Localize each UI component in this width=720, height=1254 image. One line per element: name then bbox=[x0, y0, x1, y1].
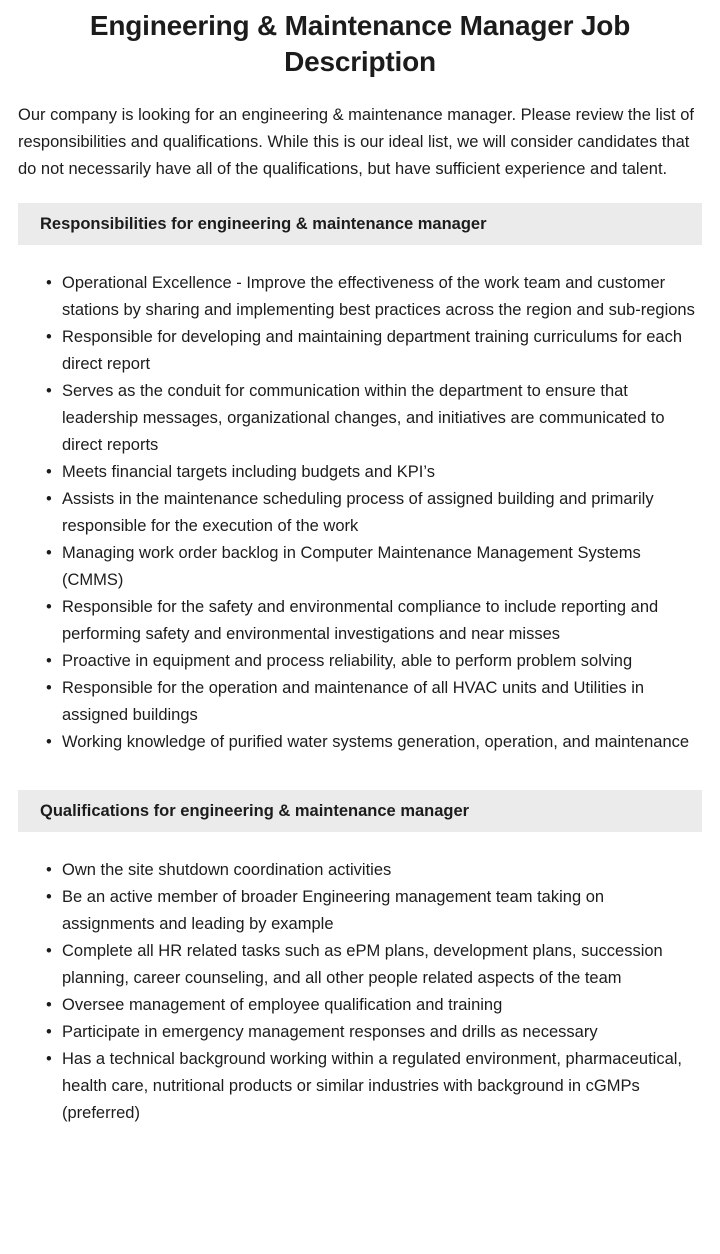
page-title: Engineering & Maintenance Manager Job Description bbox=[89, 10, 631, 77]
responsibilities-section bbox=[18, 203, 702, 756]
list-item: • Assists in the maintenance scheduling process of assigned building and primarily responsible for the execution of the work bbox=[62, 486, 700, 540]
list-item: • Working knowledge of purified water systems generation, operation, and maintenance bbox=[62, 729, 700, 756]
list-item: • Managing work order backlog in Computer Maintenance Management Systems (CMMS) bbox=[62, 540, 700, 594]
list-item: • Has a technical background working within a regulated environment, pharmaceutical, health care, nutritional products or similar industries with background in cGMPs (preferred) bbox=[62, 1046, 700, 1127]
list-item: • Serves as the conduit for communication within the department to ensure that leadership messages, organizational changes, and initiatives are communicated to direct reports bbox=[62, 378, 700, 459]
list-item: • Responsible for the operation and maintenance of all HVAC units and Utilities in assigned buildings bbox=[62, 675, 700, 729]
responsibilities-list bbox=[18, 270, 702, 756]
list-item: • Own the site shutdown coordination activities bbox=[62, 857, 700, 884]
qualifications-heading: Qualifications for engineering & maintenance manager bbox=[18, 790, 702, 832]
list-item: • Operational Excellence - Improve the effectiveness of the work team and customer stations by sharing and implementing best practices across the region and sub-regions bbox=[62, 270, 700, 324]
list-item: • Be an active member of broader Engineering management team taking on assignments and leading by example bbox=[62, 884, 700, 938]
list-item: • Meets financial targets including budgets and KPI’s bbox=[62, 459, 700, 486]
list-item: • Oversee management of employee qualification and training bbox=[62, 992, 700, 1019]
responsibilities-heading: Responsibilities for engineering & maintenance manager bbox=[18, 203, 702, 245]
intro-paragraph: Our company is looking for an engineering & maintenance manager. Please review the list of responsibilities and qualifications. While this is our ideal list, we will consider candidates that do not necessarily have all of the qualifications, but have sufficient experience and talent. bbox=[18, 106, 694, 178]
list-item: • Responsible for the safety and environmental compliance to include reporting and performing safety and environmental investigations and near misses bbox=[62, 594, 700, 648]
list-item: • Complete all HR related tasks such as ePM plans, development plans, succession planning, career counseling, and all other people related aspects of the team bbox=[62, 938, 700, 992]
list-item: • Proactive in equipment and process reliability, able to perform problem solving bbox=[62, 648, 700, 675]
list-item: • Responsible for developing and maintaining department training curriculums for each direct report bbox=[62, 324, 700, 378]
qualifications-list bbox=[18, 857, 702, 1127]
list-item: • Participate in emergency management responses and drills as necessary bbox=[62, 1019, 700, 1046]
qualifications-section bbox=[18, 790, 702, 1127]
